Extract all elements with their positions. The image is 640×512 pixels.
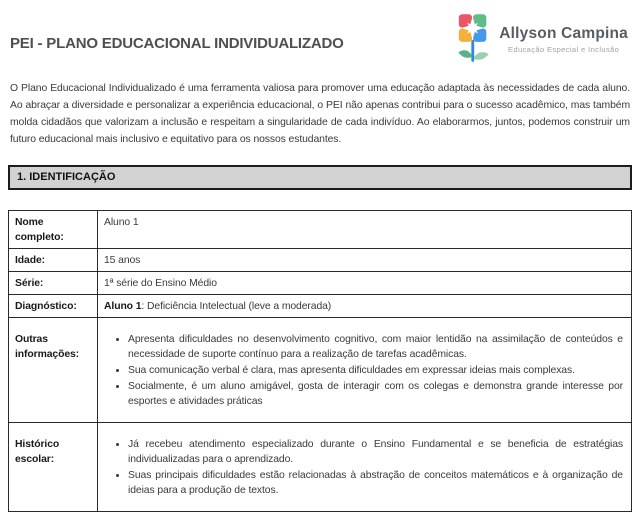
brand-text bbox=[499, 25, 628, 54]
bullet-item: • Já recebeu atendimento especializado durante o Ensino Fundamental e se beneficia de estratégias individualizadas para o aprendizado. bbox=[128, 437, 623, 467]
table-row-historico-escolar bbox=[9, 423, 632, 512]
brand-tagline: Educação Especial e Inclusão bbox=[507, 44, 620, 54]
bullet-item: • Sua comunicação verbal é clara, mas apresenta dificuldades em expressar ideias mais complexas. bbox=[128, 363, 623, 378]
table-row-diagnostico bbox=[9, 295, 632, 318]
diagnosis-text: : Deficiência Intelectual (leve a moderada) bbox=[141, 301, 332, 312]
page-title: PEI - PLANO EDUCACIONAL INDIVIDUALIZADO bbox=[10, 34, 344, 52]
table-row-serie bbox=[9, 272, 632, 295]
bullet-item: • Socialmente, é um aluno amigável, gosta de interagir com os colegas e demonstra grande interesse por esportes e atividades práticas bbox=[128, 379, 623, 409]
row-label: Idade: bbox=[9, 249, 98, 272]
row-value: 15 anos bbox=[98, 249, 632, 272]
row-value bbox=[98, 295, 632, 318]
row-label: Diagnóstico: bbox=[9, 295, 98, 318]
row-value: Aluno 1 bbox=[98, 211, 632, 249]
bullet-list bbox=[116, 437, 623, 498]
row-label: Histórico escolar: bbox=[9, 423, 98, 512]
row-value bbox=[98, 318, 632, 423]
table-row-idade bbox=[9, 249, 632, 272]
student-name-bold: Aluno 1 bbox=[104, 301, 142, 312]
bullet-item: • Apresenta dificuldades no desenvolvimento cognitivo, com maior lentidão na assimilação de conteúdos e necessidade de suporte contínuo para a realização de tarefas acadêmicas. bbox=[128, 332, 623, 362]
brand-name: Allyson Campina bbox=[499, 24, 628, 42]
row-label: Série: bbox=[9, 272, 98, 295]
intro-paragraph: O Plano Educacional Individualizado é uma ferramenta valiosa para promover uma educação adaptada às necessidades de cada aluno. Ao abraçar a diversidade e personalizar a experiência educacional, o PEI não apenas contribui para o sucesso acadêmico, mas também molda cidadãos que valorizam a inclusão e respeitam a singularidade de cada indivíduo. Ao elaborarmos, juntos, podemos construir um futuro educacional mais inclusivo e equitativo para os nossos estudantes. bbox=[10, 83, 630, 145]
brand-logo bbox=[455, 14, 628, 64]
bullet-item: • Suas principais dificuldades estão relacionadas à abstração de conceitos matemáticos e à organização de ideias para a produção de textos. bbox=[128, 468, 623, 498]
table-row-outras-informacoes bbox=[9, 318, 632, 423]
section-header-identificacao: 1. IDENTIFICAÇÃO bbox=[8, 165, 632, 190]
document-header bbox=[8, 14, 632, 64]
bullet-list bbox=[116, 332, 623, 409]
identification-table bbox=[8, 210, 632, 512]
row-label: Nome completo: bbox=[9, 211, 98, 249]
row-label: Outras informações: bbox=[9, 318, 98, 423]
row-value: 1ª série do Ensino Médio bbox=[98, 272, 632, 295]
row-value bbox=[98, 423, 632, 512]
flower-sparkle-icon bbox=[455, 14, 493, 64]
table-row-nome bbox=[9, 211, 632, 249]
